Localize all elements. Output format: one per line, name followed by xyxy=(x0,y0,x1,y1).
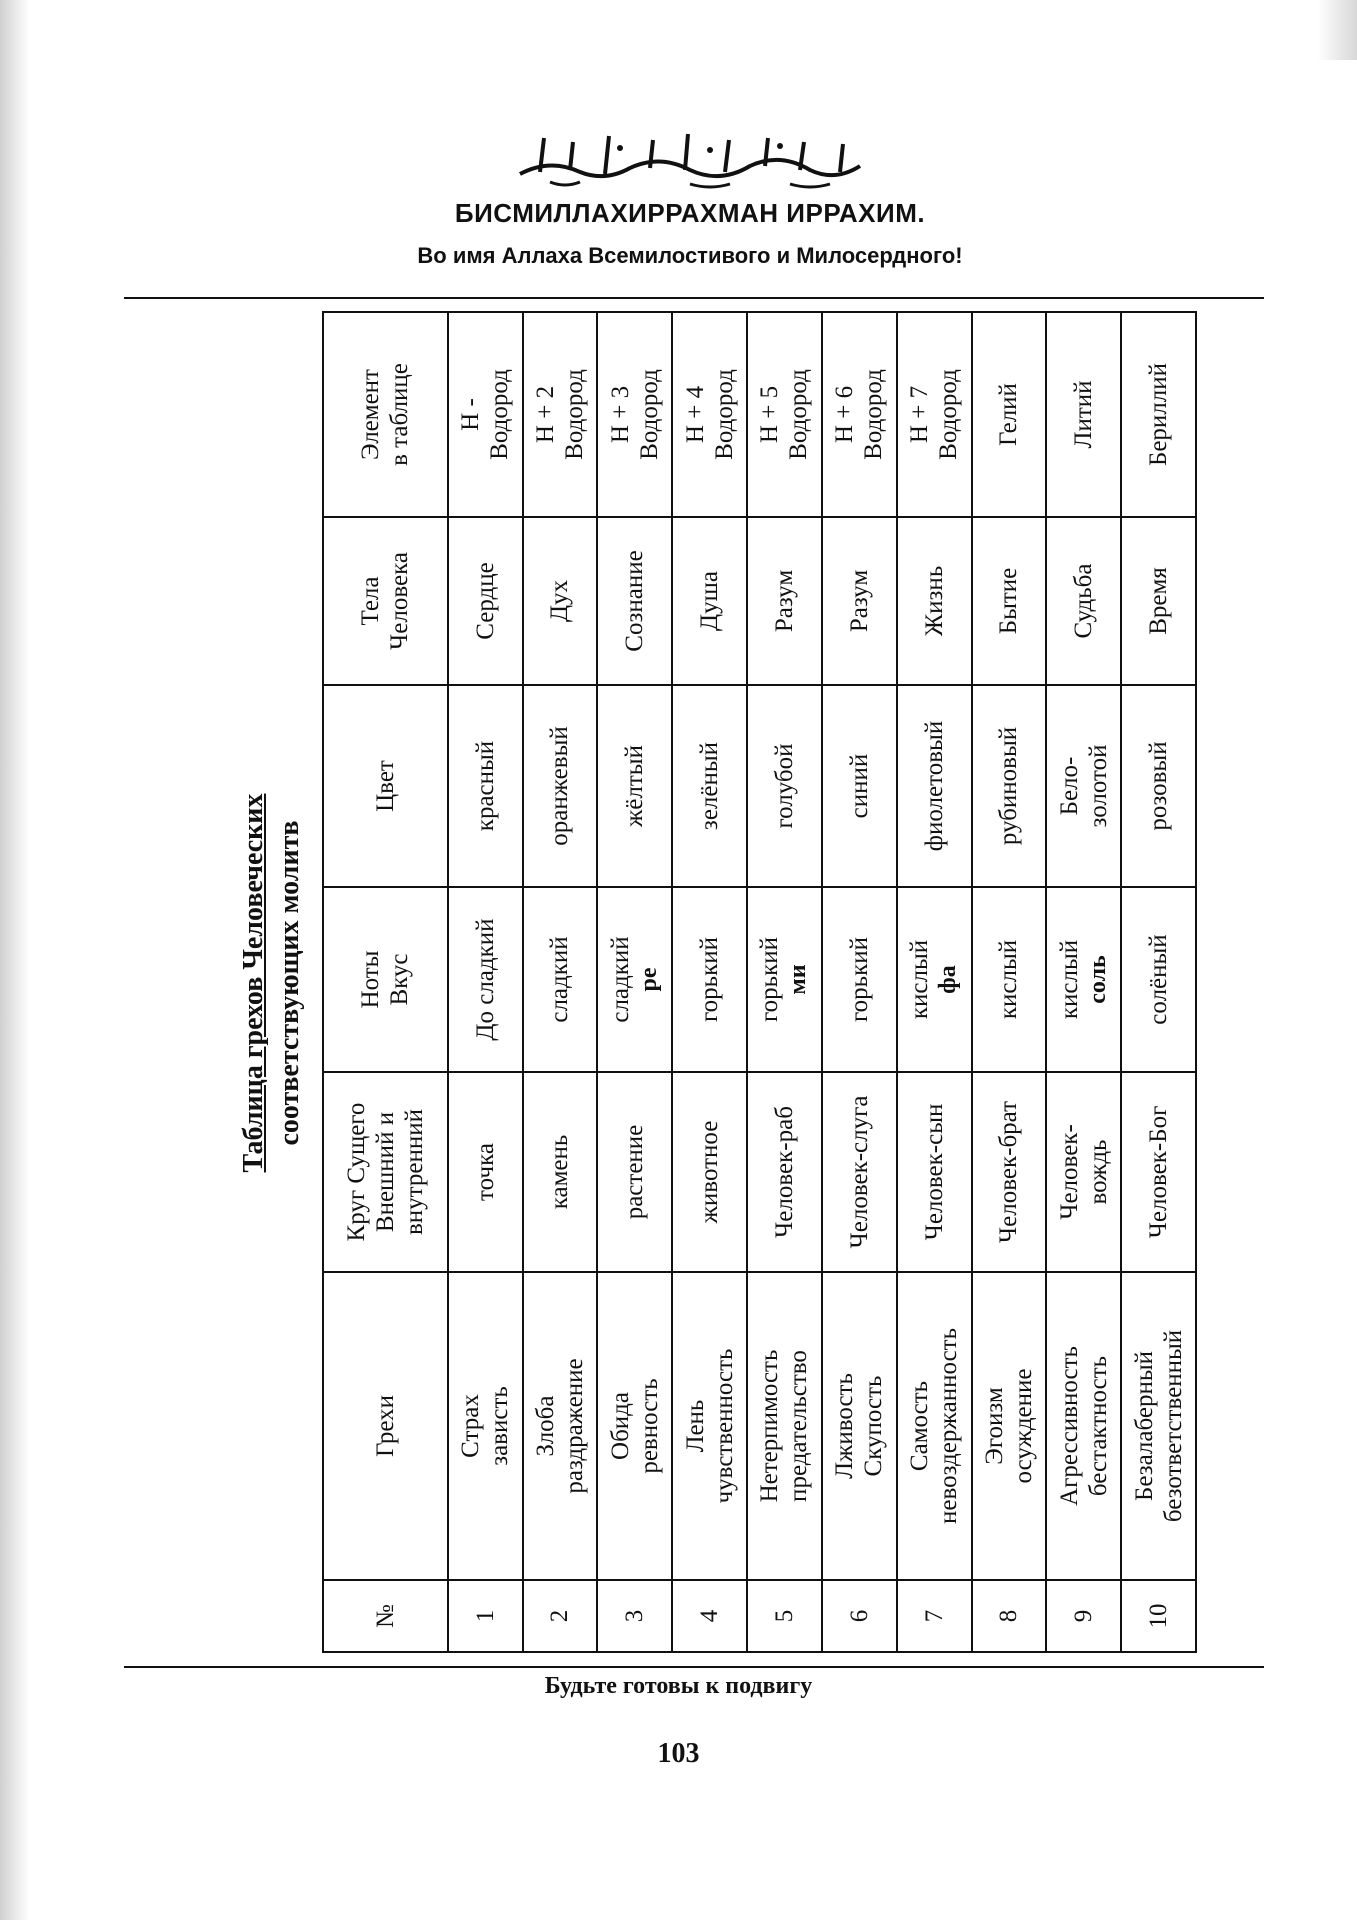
col-header-color: Цвет xyxy=(323,685,448,887)
cell-element: Литий xyxy=(1046,312,1121,517)
cell-body: Сердце xyxy=(448,517,523,685)
cell-sins: Обида ревность xyxy=(597,1272,672,1580)
cell-color: розовый xyxy=(1121,685,1196,887)
table-row xyxy=(897,312,972,1652)
cell-element: Бериллий xyxy=(1121,312,1196,517)
cell-sins: Лень чувственность xyxy=(672,1272,747,1580)
cell-color: оранжевый xyxy=(523,685,598,887)
cell-element: Н + 6 Водород xyxy=(822,312,897,517)
cell-taste-note: горький xyxy=(822,887,897,1072)
cell-taste-note: сладкий xyxy=(523,887,598,1072)
cell-element: Н - Водород xyxy=(448,312,523,517)
cell-circle: Человек- вождь xyxy=(1046,1072,1121,1272)
cell-color: рубиновый xyxy=(972,685,1047,887)
col-header-element: Элемент в таблице xyxy=(323,312,448,517)
cell-sins: Самость невоздержанность xyxy=(897,1272,972,1580)
music-note-label: ре xyxy=(635,967,662,992)
cell-taste-note: сладкий ре xyxy=(597,887,672,1072)
cell-sins: Страх зависть xyxy=(448,1272,523,1580)
page-gutter-shadow xyxy=(0,0,30,1920)
cell-color: красный xyxy=(448,685,523,887)
cell-sins: Нетерпимость предательство xyxy=(747,1272,822,1580)
col-header-circle: Круг Сущего Внешний и внутренний xyxy=(323,1072,448,1272)
col-header-bodies: Тела Человека xyxy=(323,517,448,685)
cell-element: Н + 4 Водород xyxy=(672,312,747,517)
cell-num: 6 xyxy=(822,1580,897,1652)
cell-element: Н + 7 Водород xyxy=(897,312,972,517)
header-rule xyxy=(124,297,1264,299)
table-title-line1: Таблица грехов Человеческих xyxy=(238,793,269,1173)
cell-element: Н + 2 Водород xyxy=(523,312,598,517)
cell-body: Время xyxy=(1121,517,1196,685)
music-note-label: фа xyxy=(935,965,962,994)
cell-element: Н + 5 Водород xyxy=(747,312,822,517)
cell-num: 10 xyxy=(1121,1580,1196,1652)
table-row xyxy=(1121,312,1196,1652)
footer-slogan: Будьте готовы к подвигу xyxy=(544,1673,813,1699)
cell-color: жёлтый xyxy=(597,685,672,887)
cell-taste-note: горький xyxy=(672,887,747,1072)
cell-circle: Человек-раб xyxy=(747,1072,822,1272)
cell-sins: Безалаберный безответственный xyxy=(1121,1272,1196,1580)
cell-circle: Человек-брат xyxy=(972,1072,1047,1272)
cell-body: Жизнь xyxy=(897,517,972,685)
table-row xyxy=(747,312,822,1652)
music-note-label: соль xyxy=(1084,955,1111,1004)
music-note-label: ми xyxy=(785,964,812,995)
cell-num: 4 xyxy=(672,1580,747,1652)
cell-element: Н + 3 Водород xyxy=(597,312,672,517)
cell-num: 7 xyxy=(897,1580,972,1652)
cell-body: Дух xyxy=(523,517,598,685)
cell-num: 5 xyxy=(747,1580,822,1652)
cell-body: Душа xyxy=(672,517,747,685)
cell-circle: Человек-слуга xyxy=(822,1072,897,1272)
table-row xyxy=(822,312,897,1652)
cell-num: 8 xyxy=(972,1580,1047,1652)
table-header-row xyxy=(323,312,448,1652)
cell-taste-note: кислый соль xyxy=(1046,887,1121,1072)
cell-circle: камень xyxy=(523,1072,598,1272)
basmala-calligraphy xyxy=(510,128,870,190)
cell-taste-note: До сладкий xyxy=(448,887,523,1072)
cell-element: Гелий xyxy=(972,312,1047,517)
table-body xyxy=(448,312,1196,1652)
cell-circle: растение xyxy=(597,1072,672,1272)
cell-taste-note: кислый фа xyxy=(897,887,972,1072)
table-row xyxy=(672,312,747,1652)
cell-body: Сознание xyxy=(597,517,672,685)
page-header xyxy=(120,128,1260,269)
cell-circle: точка xyxy=(448,1072,523,1272)
cell-color: зелёный xyxy=(672,685,747,887)
cell-body: Бытие xyxy=(972,517,1047,685)
table-title-line2: соответствующих молитв xyxy=(274,820,305,1146)
page-corner-shadow xyxy=(1317,0,1357,60)
cell-color: Бело- золотой xyxy=(1046,685,1121,887)
cell-circle: Человек-Бог xyxy=(1121,1072,1196,1272)
page-number: 103 xyxy=(657,1738,700,1769)
table-row xyxy=(523,312,598,1652)
col-header-sins: Грехи xyxy=(323,1272,448,1580)
table-row xyxy=(597,312,672,1652)
table-title xyxy=(232,313,314,1653)
cell-sins: Агрессивность бестактность xyxy=(1046,1272,1121,1580)
cell-circle: Человек-сын xyxy=(897,1072,972,1272)
cell-sins: Злоба раздражение xyxy=(523,1272,598,1580)
rotated-table-block xyxy=(232,313,1207,1653)
cell-color: фиолетовый xyxy=(897,685,972,887)
cell-num: 3 xyxy=(597,1580,672,1652)
table-row xyxy=(1046,312,1121,1652)
header-basmala-transliteration: БИСМИЛЛАХИРРАХМАН ИРРАХИМ. xyxy=(454,198,926,228)
cell-taste-note: солёный xyxy=(1121,887,1196,1072)
cell-sins: Лживость Скупость xyxy=(822,1272,897,1580)
cell-color: синий xyxy=(822,685,897,887)
cell-body: Разум xyxy=(747,517,822,685)
cell-taste-note: кислый xyxy=(972,887,1047,1072)
cell-sins: Эгоизм осуждение xyxy=(972,1272,1047,1580)
footer-rule xyxy=(124,1666,1264,1668)
header-basmala-translation: Во имя Аллаха Всемилостивого и Милосердного! xyxy=(417,243,963,268)
cell-body: Разум xyxy=(822,517,897,685)
cell-num: 1 xyxy=(448,1580,523,1652)
cell-color: голубой xyxy=(747,685,822,887)
col-header-notes: Ноты Вкус xyxy=(323,887,448,1072)
sins-table xyxy=(322,311,1197,1653)
cell-taste-note: горький ми xyxy=(747,887,822,1072)
cell-num: 2 xyxy=(523,1580,598,1652)
cell-circle: животное xyxy=(672,1072,747,1272)
table-row xyxy=(448,312,523,1652)
cell-num: 9 xyxy=(1046,1580,1121,1652)
table-row xyxy=(972,312,1047,1652)
col-header-num: № xyxy=(323,1580,448,1652)
cell-body: Судьба xyxy=(1046,517,1121,685)
